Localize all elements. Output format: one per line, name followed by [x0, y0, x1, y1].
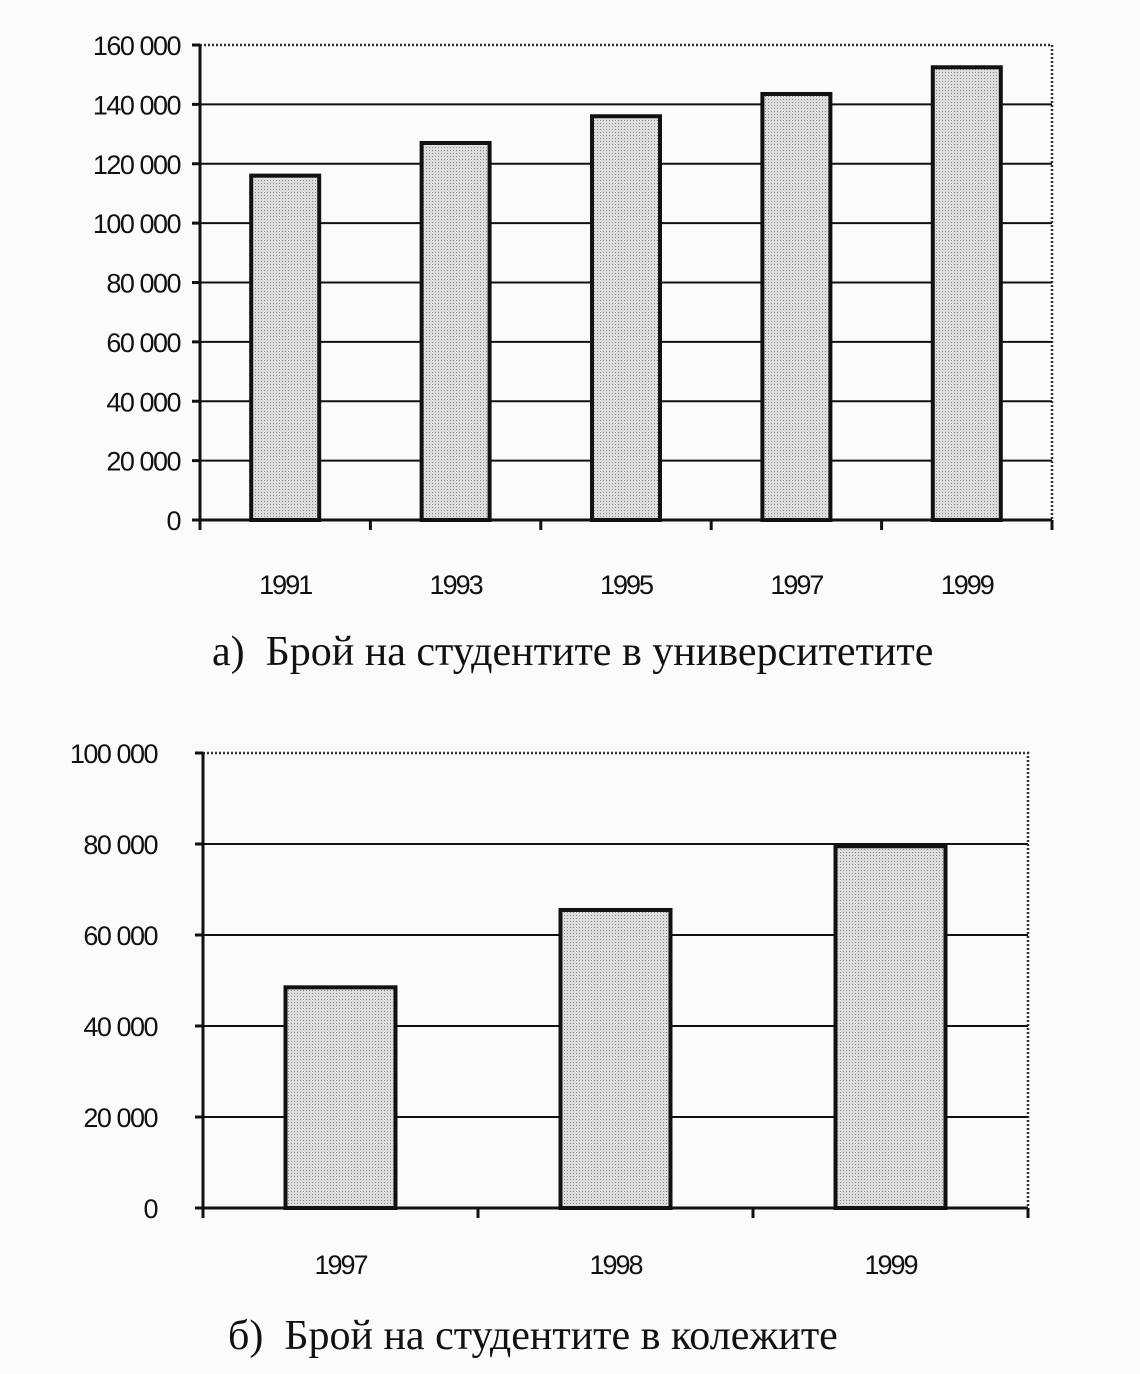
x-category-label: 1995 — [599, 570, 653, 600]
y-tick-label: 160 000 — [92, 31, 180, 61]
y-tick-label: 80 000 — [83, 830, 157, 860]
x-category-label: 1998 — [589, 1250, 642, 1280]
bar-college-1999 — [836, 846, 946, 1208]
bar-univ-1999 — [933, 67, 1001, 520]
chart-caption-college: б) Брой на студентите в колежите — [228, 1313, 838, 1359]
y-tick-label: 60 000 — [83, 921, 157, 951]
bar-univ-1991 — [251, 176, 319, 520]
y-tick-label: 0 — [166, 506, 180, 536]
bar-college-1998 — [561, 910, 671, 1208]
y-tick-label: 40 000 — [83, 1012, 157, 1042]
x-category-label: 1993 — [429, 570, 482, 600]
y-tick-label: 80 000 — [106, 268, 180, 299]
chart-college-students — [0, 720, 1140, 1290]
x-category-label: 1997 — [770, 570, 823, 600]
bar-univ-1997 — [762, 94, 830, 520]
bar-college-1997 — [286, 987, 396, 1208]
y-tick-label: 40 000 — [106, 387, 180, 418]
x-category-label: 1991 — [259, 570, 312, 600]
y-tick-label: 120 000 — [92, 149, 180, 180]
chart-caption-university: а) Брой на студентите в университетите — [212, 629, 934, 675]
y-tick-label: 20 000 — [106, 446, 180, 477]
y-tick-label: 20 000 — [83, 1103, 157, 1133]
y-tick-label: 0 — [143, 1194, 157, 1224]
chart-university-students — [0, 0, 1140, 620]
y-tick-label: 100 000 — [69, 739, 157, 769]
x-category-label: 1999 — [864, 1250, 917, 1280]
bar-univ-1993 — [422, 143, 490, 520]
bar-univ-1995 — [592, 116, 660, 520]
y-tick-label: 100 000 — [92, 209, 180, 240]
y-tick-label: 140 000 — [92, 90, 180, 121]
x-category-label: 1999 — [940, 570, 993, 600]
y-tick-label: 60 000 — [106, 327, 180, 358]
x-category-label: 1997 — [314, 1250, 367, 1280]
